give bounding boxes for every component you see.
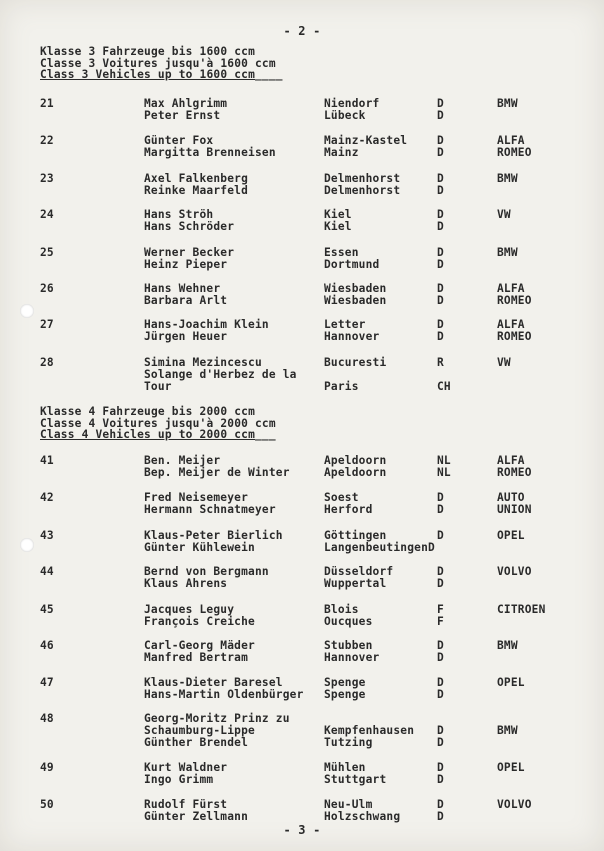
driver-name: Manfred Bertram	[144, 651, 249, 665]
nationality: NL	[437, 466, 451, 480]
car-make: CITROEN	[497, 603, 546, 616]
start-number: 28	[40, 356, 54, 369]
nationality: D	[437, 258, 444, 272]
driver-name: Ingo Grimm	[144, 773, 214, 787]
city: Delmenhorst	[324, 184, 401, 198]
nationality: D	[437, 246, 444, 259]
driver-name-column	[144, 209, 234, 233]
nationality: D	[437, 330, 444, 344]
car-make	[497, 616, 546, 628]
car-make: ALFA	[497, 454, 525, 467]
city: Stubben	[324, 639, 373, 652]
city: Mühlen	[324, 761, 366, 774]
city-column	[324, 357, 386, 394]
driver-name: Hans Ströh	[144, 208, 214, 221]
city-column	[324, 319, 379, 343]
car-make: AUTO	[497, 491, 525, 504]
page-number-bottom: - 3 -	[283, 823, 321, 837]
nationality-column	[437, 566, 444, 590]
nationality: D	[437, 172, 444, 185]
nationality-column	[437, 530, 444, 554]
car-make: OPEL	[497, 529, 525, 542]
class-heading-underline-trail: ___	[255, 428, 276, 441]
city-column	[324, 604, 373, 628]
start-number: 46	[40, 639, 54, 652]
car-make: ROMEO	[497, 294, 532, 308]
start-number: 25	[40, 246, 54, 259]
driver-name-column	[144, 799, 248, 823]
city: Wiesbaden	[324, 282, 387, 295]
car-make: ALFA	[497, 282, 525, 295]
city: Apeldoorn	[324, 454, 387, 467]
driver-name-column	[144, 247, 234, 271]
nationality: D	[437, 761, 444, 774]
driver-name: Hans Wehner	[144, 282, 221, 295]
driver-name-column	[144, 357, 297, 394]
nationality: D	[437, 134, 444, 147]
driver-name: Günter Kühlewein	[144, 541, 255, 555]
car-make-column	[497, 283, 532, 307]
city: Wuppertal	[324, 577, 387, 591]
city: Spenge	[324, 688, 366, 702]
driver-name: Heinz Pieper	[144, 258, 228, 272]
class-heading-german: Klasse 4 Fahrzeuge bis 2000 ccm	[40, 405, 255, 418]
start-number: 23	[40, 172, 54, 185]
driver-name-column	[144, 98, 227, 122]
city-column	[324, 762, 386, 786]
driver-name: Klaus-Peter Bierlich	[144, 529, 283, 542]
city-column	[324, 98, 379, 122]
nationality: D	[437, 294, 444, 308]
nationality: D	[437, 688, 444, 702]
nationality-column	[437, 455, 451, 479]
city-column	[324, 530, 435, 554]
city: Neu-Ulm	[324, 798, 373, 811]
car-make-column	[497, 762, 525, 786]
city: Kiel	[324, 220, 352, 234]
punch-hole-upper	[20, 304, 34, 318]
start-number: 44	[40, 565, 54, 578]
driver-name: Ben. Meijer	[144, 454, 221, 467]
driver-name: Hermann Schnatmeyer	[144, 503, 276, 517]
car-make: OPEL	[497, 676, 525, 689]
city: Spenge	[324, 676, 366, 689]
driver-name: Reinke Maarfeld	[144, 184, 249, 198]
city-column	[324, 173, 400, 197]
driver-name: Margitta Brenneisen	[144, 146, 276, 160]
nationality-column	[437, 677, 444, 701]
nationality: D	[437, 651, 444, 665]
car-make: BMW	[497, 172, 518, 185]
driver-name-column	[144, 677, 304, 701]
city: Hannover	[324, 330, 380, 344]
punch-hole-lower	[20, 538, 34, 552]
nationality-column	[437, 713, 444, 750]
car-make: ALFA	[497, 318, 525, 331]
nationality: D	[437, 208, 444, 221]
driver-name: Günter Fox	[144, 134, 214, 147]
car-make-column	[497, 98, 518, 122]
city: Mainz-Kastel	[324, 134, 408, 147]
city: Stuttgart	[324, 773, 387, 787]
nationality-column	[437, 98, 444, 122]
nationality	[437, 542, 444, 554]
driver-name-column	[144, 135, 276, 159]
nationality: D	[437, 184, 444, 198]
driver-name-column	[144, 173, 248, 197]
driver-name: Bep. Meijer de Winter	[144, 466, 290, 480]
nationality-column	[437, 357, 451, 394]
car-make	[497, 652, 518, 664]
city: Wiesbaden	[324, 294, 387, 308]
driver-name: Axel Falkenberg	[144, 172, 249, 185]
city: Herford	[324, 503, 373, 517]
car-make-column	[497, 799, 532, 823]
car-make-column	[497, 566, 532, 590]
city-column	[324, 677, 366, 701]
nationality: NL	[437, 454, 451, 467]
driver-name: Klaus Ahrens	[144, 577, 228, 591]
car-make-column	[497, 209, 511, 233]
city: Kiel	[324, 208, 352, 221]
car-make: VW	[497, 356, 511, 369]
class-heading-french: Classe 3 Voitures jusqu'à 1600 ccm	[40, 56, 276, 70]
nationality: CH	[437, 380, 451, 394]
nationality: F	[437, 615, 444, 629]
city: LangenbeutingenD	[324, 541, 435, 555]
city: Lübeck	[324, 109, 366, 123]
car-make: ALFA	[497, 134, 525, 147]
driver-name-column	[144, 762, 227, 786]
city: Soest	[324, 491, 359, 504]
class-heading-underline-trail: ____	[255, 68, 283, 81]
city: Letter	[324, 318, 366, 331]
driver-name: Bernd von Bergmann	[144, 565, 269, 578]
start-number: 49	[40, 761, 54, 774]
car-make: BMW	[497, 639, 518, 652]
driver-name: Georg-Moritz Prinz zu	[144, 712, 290, 725]
city-column	[324, 492, 373, 516]
driver-name: Günther Brendel	[144, 736, 249, 750]
nationality-column	[437, 640, 444, 664]
driver-name: Barbara Arlt	[144, 294, 228, 308]
car-make	[497, 185, 518, 197]
car-make	[497, 221, 511, 233]
start-number: 42	[40, 491, 54, 504]
city-column	[324, 640, 379, 664]
start-number: 41	[40, 454, 54, 467]
start-number: 45	[40, 603, 54, 616]
driver-name: Kurt Waldner	[144, 761, 228, 774]
car-make: ROMEO	[497, 330, 532, 344]
nationality: D	[437, 146, 444, 160]
car-make	[497, 381, 511, 393]
city: Niendorf	[324, 97, 380, 110]
start-number: 24	[40, 208, 54, 221]
city-column	[324, 247, 379, 271]
nationality: R	[437, 356, 444, 369]
driver-name: Max Ahlgrimm	[144, 97, 228, 110]
nationality-column	[437, 209, 444, 233]
nationality: D	[437, 97, 444, 110]
car-make-column	[497, 173, 518, 197]
nationality: D	[437, 773, 444, 787]
nationality: D	[437, 724, 444, 738]
driver-name: Jürgen Heuer	[144, 330, 228, 344]
nationality-column	[437, 762, 444, 786]
city: Tutzing	[324, 736, 373, 750]
driver-name-column	[144, 283, 227, 307]
driver-name: Klaus-Dieter Baresel	[144, 676, 283, 689]
city: Bucuresti	[324, 356, 387, 369]
driver-name: Günter Zellmann	[144, 810, 249, 824]
start-number: 22	[40, 134, 54, 147]
car-make	[497, 737, 518, 749]
driver-name: Simina Mezincescu	[144, 356, 262, 369]
car-make	[497, 774, 525, 786]
nationality-column	[437, 319, 444, 343]
driver-name: Hans-Joachim Klein	[144, 318, 269, 331]
nationality: D	[437, 220, 444, 234]
car-make: VW	[497, 208, 511, 221]
city: Dortmund	[324, 258, 380, 272]
class-heading	[40, 46, 283, 81]
start-number: 27	[40, 318, 54, 331]
nationality-column	[437, 492, 444, 516]
car-make: BMW	[497, 97, 518, 110]
nationality: D	[437, 577, 444, 591]
car-make-column	[497, 357, 511, 394]
nationality-column	[437, 247, 444, 271]
nationality: D	[437, 529, 444, 542]
city-column	[324, 566, 393, 590]
driver-name-column	[144, 713, 290, 750]
car-make	[497, 110, 518, 122]
nationality: D	[437, 676, 444, 689]
driver-name: Solange d'Herbez de la	[144, 368, 297, 382]
car-make-column	[497, 247, 518, 271]
driver-name: François Creiche	[144, 615, 255, 629]
driver-name-column	[144, 319, 269, 343]
car-make-column	[497, 713, 518, 750]
nationality: D	[437, 491, 444, 504]
city-column	[324, 799, 400, 823]
car-make: VOLVO	[497, 565, 532, 578]
car-make-column	[497, 640, 518, 664]
car-make: BMW	[497, 246, 518, 259]
car-make	[497, 578, 532, 590]
driver-name: Jacques Leguy	[144, 603, 235, 616]
city-column	[324, 713, 414, 750]
car-make-column	[497, 135, 532, 159]
city-column	[324, 283, 386, 307]
city: Delmenhorst	[324, 172, 401, 185]
driver-name: Werner Becker	[144, 246, 235, 259]
class-heading-french: Classe 4 Voitures jusqu'à 2000 ccm	[40, 416, 276, 430]
city: Kempfenhausen	[324, 724, 415, 738]
class-heading	[40, 406, 276, 441]
class-heading-english-line	[40, 429, 276, 441]
nationality-column	[437, 604, 444, 628]
city-column	[324, 455, 386, 479]
nationality: D	[437, 736, 444, 750]
driver-name-column	[144, 455, 290, 479]
car-make: UNION	[497, 503, 532, 517]
city: Blois	[324, 603, 359, 616]
city: Apeldoorn	[324, 466, 387, 480]
city-column	[324, 135, 407, 159]
start-number: 47	[40, 676, 54, 689]
driver-name-column	[144, 566, 269, 590]
nationality: D	[437, 798, 444, 811]
nationality-column	[437, 283, 444, 307]
car-make	[497, 259, 518, 271]
car-make: OPEL	[497, 761, 525, 774]
start-number: 26	[40, 282, 54, 295]
city: Paris	[324, 380, 359, 394]
city: Hannover	[324, 651, 380, 665]
nationality-column	[437, 135, 444, 159]
car-make-column	[497, 455, 532, 479]
driver-name: Rudolf Fürst	[144, 798, 228, 811]
class-heading-english-line	[40, 69, 283, 81]
driver-name: Carl-Georg Mäder	[144, 639, 255, 652]
start-number: 43	[40, 529, 54, 542]
start-number: 50	[40, 798, 54, 811]
city: Göttingen	[324, 529, 387, 542]
nationality: D	[437, 282, 444, 295]
car-make-column	[497, 604, 546, 628]
car-make	[497, 542, 525, 554]
nationality: D	[437, 503, 444, 517]
nationality: D	[437, 639, 444, 652]
city: Oucques	[324, 615, 373, 629]
driver-name: Hans-Martin Oldenbürger	[144, 688, 304, 702]
driver-name: Fred Neisemeyer	[144, 491, 249, 504]
nationality-column	[437, 173, 444, 197]
driver-name-column	[144, 640, 255, 664]
nationality: D	[437, 318, 444, 331]
start-number: 21	[40, 97, 54, 110]
driver-name: Hans Schröder	[144, 220, 235, 234]
car-make	[497, 811, 532, 823]
city: Holzschwang	[324, 810, 401, 824]
driver-name-column	[144, 604, 255, 628]
driver-name: Peter Ernst	[144, 109, 221, 123]
driver-name: Schaumburg-Lippe	[144, 724, 255, 738]
city: Düsseldorf	[324, 565, 394, 578]
car-make	[497, 689, 525, 701]
car-make-column	[497, 677, 525, 701]
car-make: ROMEO	[497, 466, 532, 480]
car-make: VOLVO	[497, 798, 532, 811]
city: Essen	[324, 246, 359, 259]
driver-name: Tour	[144, 380, 172, 394]
car-make-column	[497, 530, 525, 554]
car-make-column	[497, 492, 532, 516]
car-make-column	[497, 319, 532, 343]
city-column	[324, 209, 352, 233]
nationality: D	[437, 810, 444, 824]
class-heading-english: Class 3 Vehicles up to 1600 ccm	[40, 68, 255, 81]
city: Mainz	[324, 146, 359, 160]
class-heading-german: Klasse 3 Fahrzeuge bis 1600 ccm	[40, 45, 255, 58]
nationality: D	[437, 109, 444, 123]
driver-name-column	[144, 530, 283, 554]
car-make: ROMEO	[497, 146, 532, 160]
page-number-top: - 2 -	[283, 24, 321, 38]
class-heading-english: Class 4 Vehicles up to 2000 ccm	[40, 428, 255, 441]
start-number: 48	[40, 712, 54, 725]
car-make: BMW	[497, 724, 518, 738]
nationality: D	[437, 565, 444, 578]
driver-name-column	[144, 492, 276, 516]
nationality-column	[437, 799, 444, 823]
nationality: F	[437, 603, 444, 616]
